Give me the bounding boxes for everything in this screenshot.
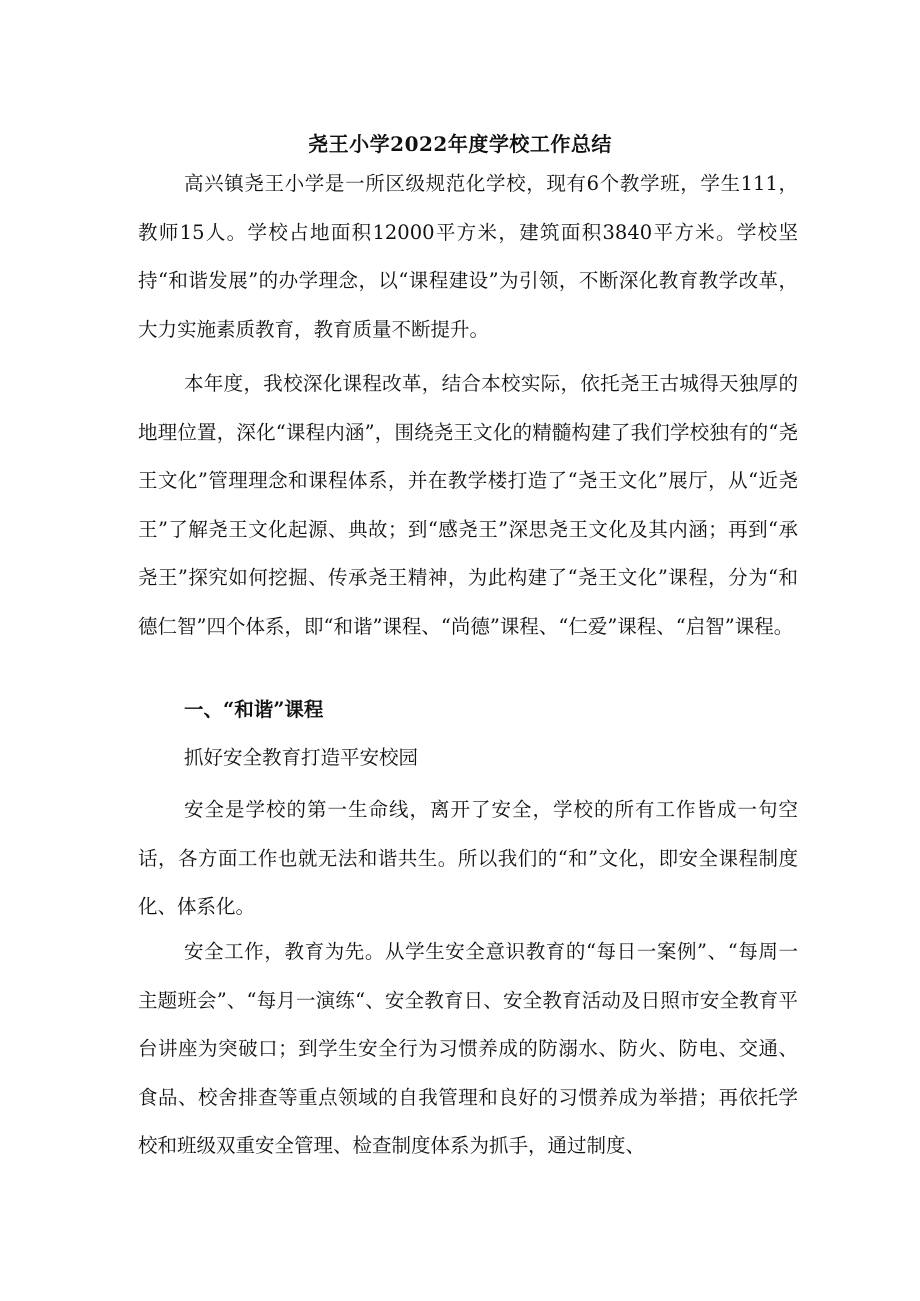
paragraph-curriculum: 本年度，我校深化课程改革，结合本校实际，依托尧王古城得天独厚的地理位置，深化“课程内涵”，围绕尧王文化的精髓构建了我们学校独有的“尧王文化”管理理念和课程体系，并在教学楼打造了“尧王文化”展厅，从“近尧王”了解尧王文化起源、典故；到“感尧王”深思尧王文化及其内涵；再到“承尧王”探究如何挖掘、传承尧王精神，为此构建了“尧王文化”课程，分为“和德仁智”四个体系，即“和谐”课程、“尚德”课程、“仁爱”课程、“启智”课程。 (138, 372, 798, 638)
section-subheading: 抓好安全教育打造平安校园 (184, 746, 419, 769)
paragraph-safety-education: 安全工作，教育为先。从学生安全意识教育的“每日一案例”、“每周一主题班会”、“每月一演练“、安全教育日、安全教育活动及日照市安全教育平台讲座为突破口；到学生安全行为习惯养成的防溺水、防火、防电、交通、食品、校舍排查等重点领域的自我管理和良好的习惯养成为举措；再依托学校和班级双重安全管理、检查制度体系为抓手，通过制度、 (138, 940, 798, 1157)
document-title: 尧王小学2022年度学校工作总结 (308, 132, 612, 157)
paragraph-intro: 高兴镇尧王小学是一所区级规范化学校，现有6个教学班，学生111，教师15人。学校占地面积12000平方米，建筑面积3840平方米。学校坚持“和谐发展”的办学理念，以“课程建设”为引领，不断深化教育教学改革，大力实施素质教育，教育质量不断提升。 (138, 172, 798, 341)
section-heading: 一、“和谐”课程 (184, 698, 324, 721)
paragraph-safety-lifeline: 安全是学校的第一生命线，离开了安全，学校的所有工作皆成一句空话，各方面工作也就无法和谐共生。所以我们的“和”文化，即安全课程制度化、体系化。 (138, 798, 798, 918)
